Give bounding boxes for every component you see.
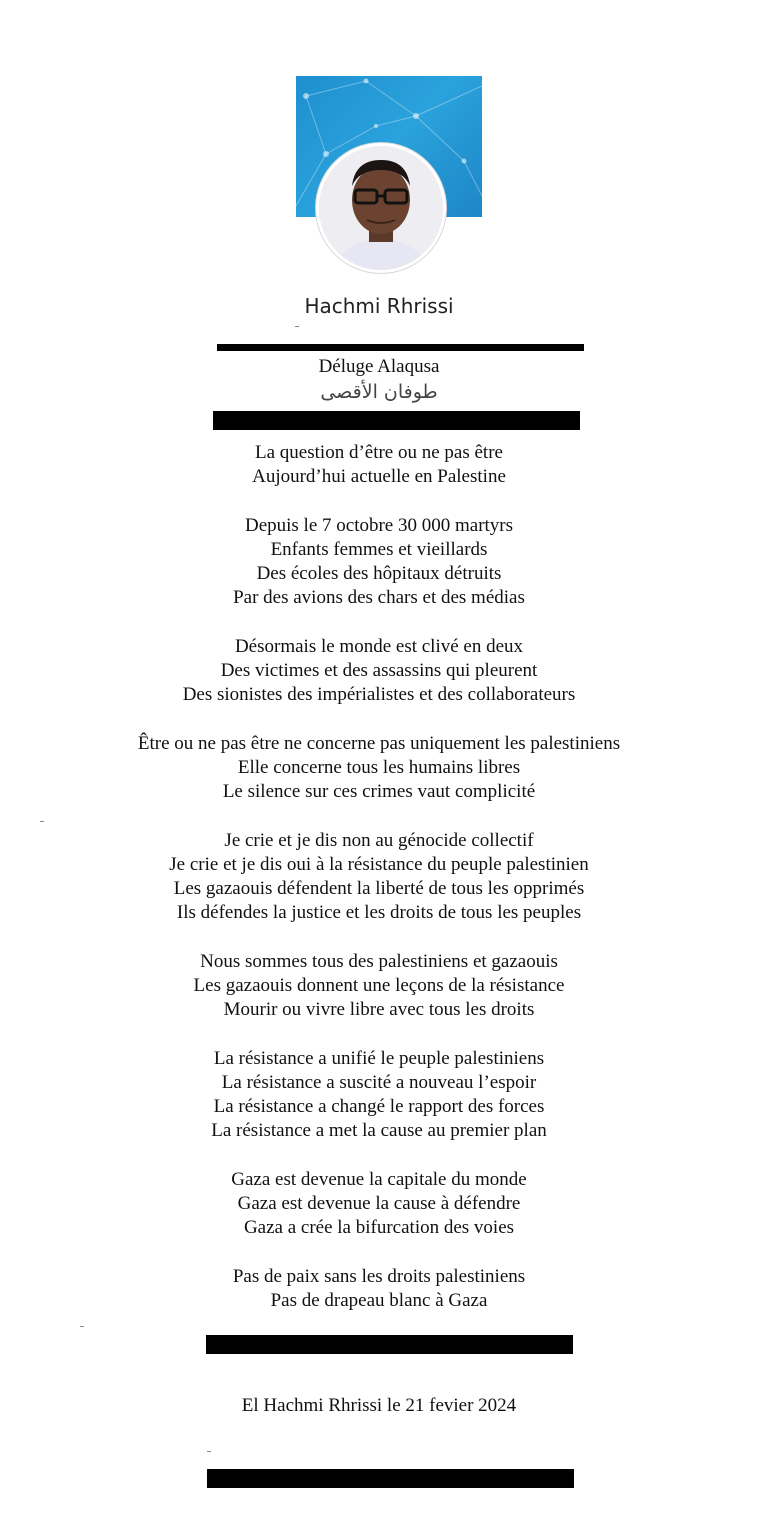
signature: El Hachmi Rhrissi le 21 fevier 2024 [241, 1395, 517, 1416]
scan-speck [295, 326, 299, 327]
redaction-bar [206, 1335, 573, 1354]
poem-line: Je crie et je dis oui à la résistance du peuple palestinien [169, 854, 589, 875]
scan-speck [40, 821, 44, 822]
stanza [0, 1168, 758, 1240]
title-arabic: طوفان الأقصى [320, 381, 438, 403]
poem-line: Les gazaouis donnent une leçons de la résistance [193, 975, 565, 996]
poem-line: Mourir ou vivre libre avec tous les droits [223, 999, 535, 1020]
author-name: Hachmi Rhrissi [304, 294, 454, 318]
poem-line: La résistance a changé le rapport des forces [213, 1096, 545, 1117]
poem-line: Elle concerne tous les humains libres [237, 757, 521, 778]
poem-line: Enfants femmes et vieillards [270, 539, 488, 560]
stanza [0, 441, 758, 489]
person-portrait-icon [319, 146, 443, 270]
stanza [0, 635, 758, 707]
poem-line: Gaza est devenue la cause à défendre [237, 1193, 521, 1214]
poem-line: Nous sommes tous des palestiniens et gazaouis [200, 951, 558, 972]
poem-line: Désormais le monde est clivé en deux [234, 636, 524, 657]
stanza [0, 514, 758, 610]
stanza [0, 1265, 758, 1313]
stanza [0, 829, 758, 925]
scan-speck [80, 1326, 84, 1327]
poem-line: La résistance a unifié le peuple palestiniens [213, 1048, 545, 1069]
poem-line: Le silence sur ces crimes vaut complicité [222, 781, 536, 802]
poem-line: Des écoles des hôpitaux détruits [256, 563, 502, 584]
title-french: Déluge Alaqusa [318, 356, 440, 377]
poem-line: Depuis le 7 octobre 30 000 martyrs [244, 515, 514, 536]
redaction-bar [207, 1469, 574, 1488]
poem-line: Aujourd’hui actuelle en Palestine [252, 466, 506, 487]
poem-line: Je crie et je dis non au génocide collectif [224, 830, 534, 851]
redaction-bar [213, 411, 580, 430]
poem-line: Des sionistes des impérialistes et des collaborateurs [182, 684, 576, 705]
poem-line: La question d’être ou ne pas être [255, 442, 503, 463]
poem-title [0, 355, 758, 405]
poem-line: Être ou ne pas être ne concerne pas uniquement les palestiniens [137, 733, 621, 754]
stanza [0, 732, 758, 804]
poem-line: La résistance a met la cause au premier plan [211, 1120, 547, 1141]
poem-line: Gaza a crée la bifurcation des voies [243, 1217, 515, 1238]
poem-line: Gaza est devenue la capitale du monde [231, 1169, 527, 1190]
divider-bar [217, 344, 584, 351]
stanza [0, 1047, 758, 1143]
poem-line: Des victimes et des assassins qui pleurent [220, 660, 538, 681]
poem-line: Par des avions des chars et des médias [233, 587, 525, 608]
poem-line: Pas de paix sans les droits palestiniens [232, 1266, 526, 1287]
poem-body [0, 441, 758, 1338]
poem-line: La résistance a suscité a nouveau l’espoir [221, 1072, 537, 1093]
scan-speck [207, 1451, 211, 1452]
poem-line: Ils défendes la justice et les droits de tous les peuples [176, 902, 582, 923]
poem-line: Les gazaouis défendent la liberté de tous les opprimés [173, 878, 585, 899]
stanza [0, 950, 758, 1022]
avatar [316, 143, 446, 273]
poem-line: Pas de drapeau blanc à Gaza [270, 1290, 488, 1311]
